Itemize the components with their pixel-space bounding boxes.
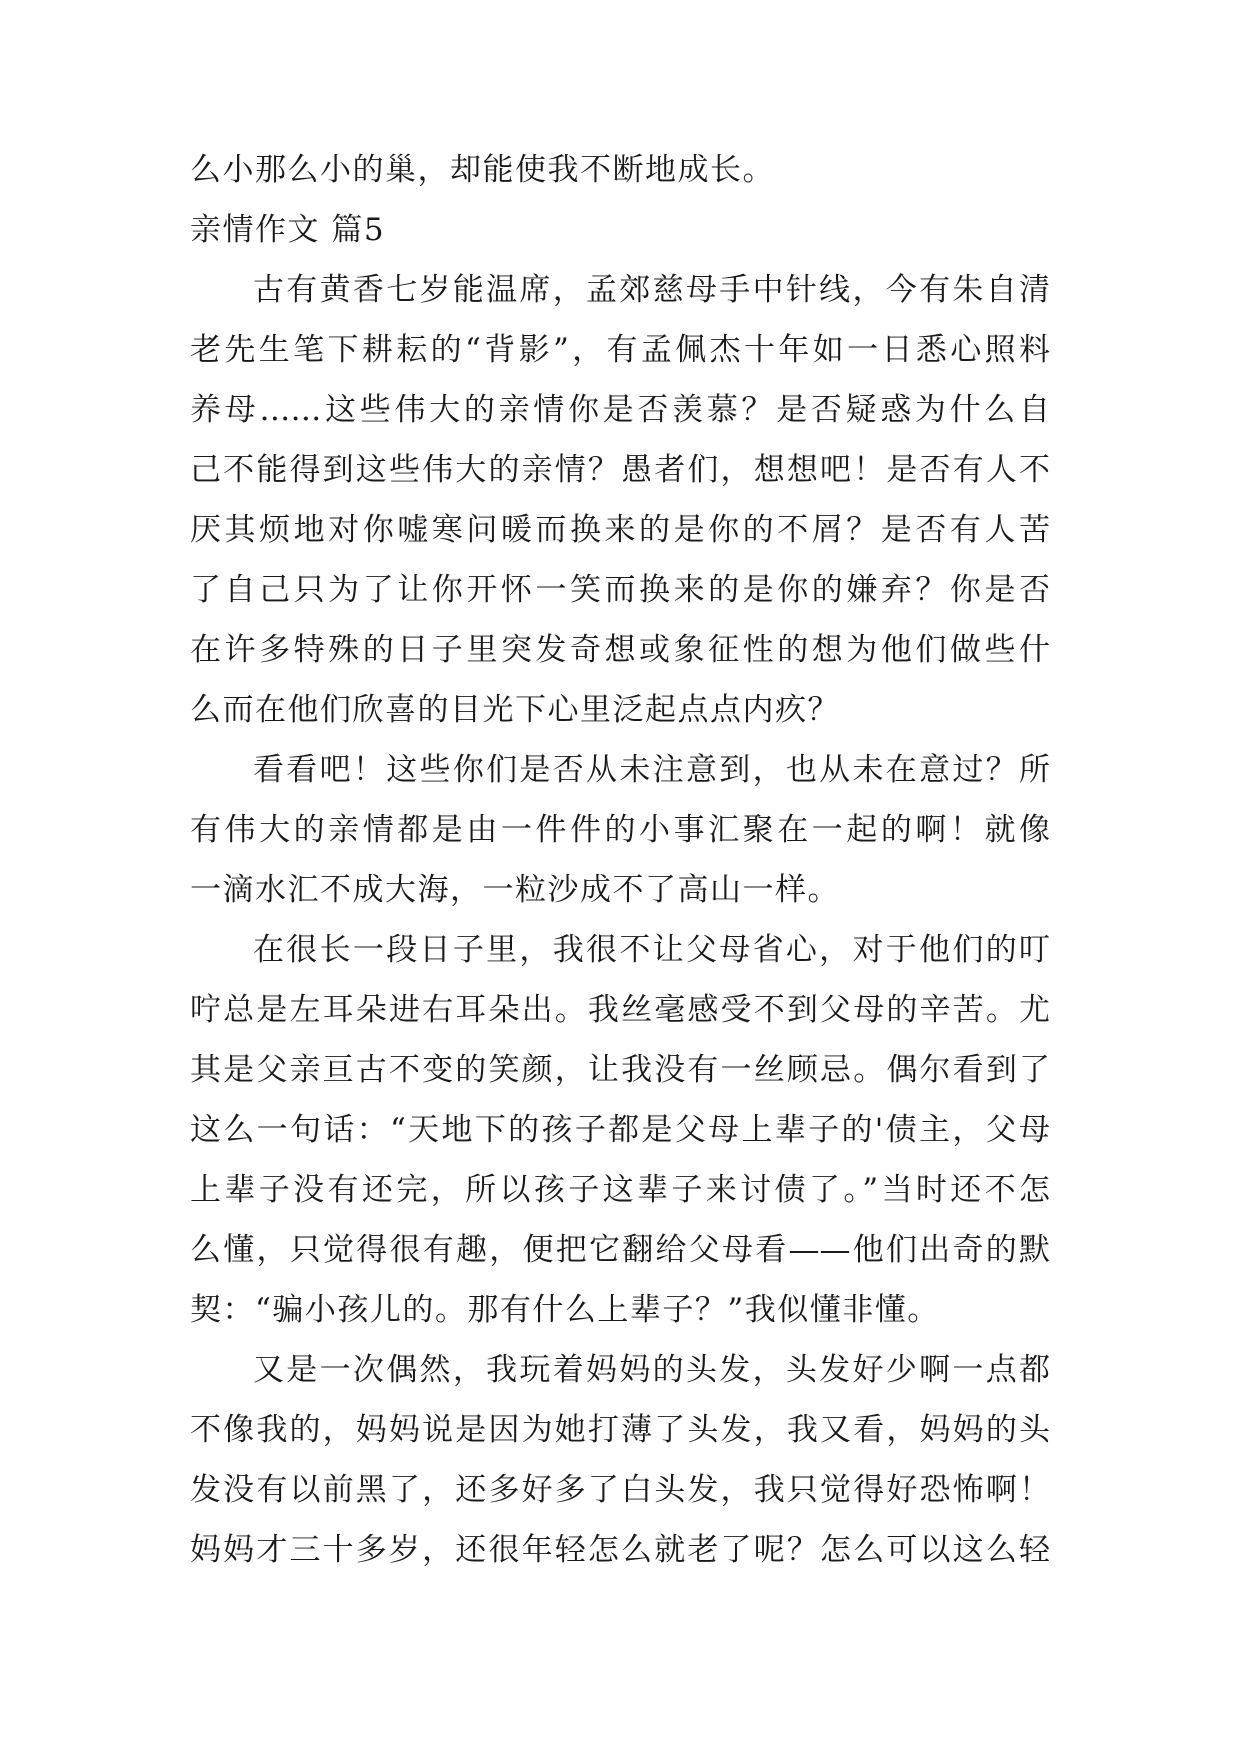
paragraph-line-16: 其是父亲亘古不变的笑颜，让我没有一丝顾忌。偶尔看到了 — [190, 1052, 1050, 1088]
paragraph-line-8: 了自己只为了让你开怀一笑而换来的是你的嫌弃？你是否 — [190, 572, 1050, 608]
paragraph-line-19: 么懂，只觉得很有趣，便把它翻给父母看——他们出奇的默 — [190, 1232, 1050, 1268]
paragraph-line-1: 么小那么小的巢，却能使我不断地成长。 — [190, 152, 775, 188]
paragraph-line-11: 看看吧！这些你们是否从未注意到，也从未在意过？所 — [253, 752, 1050, 788]
paragraph-line-10: 么而在他们欣喜的目光下心里泛起点点内疚？ — [190, 692, 840, 728]
paragraph-line-4: 老先生笔下耕耘的“背影”，有孟佩杰十年如一日悉心照料 — [190, 332, 1050, 368]
paragraph-line-15: 咛总是左耳朵进右耳朵出。我丝毫感受不到父母的辛苦。尤 — [190, 992, 1050, 1028]
paragraph-line-6: 己不能得到这些伟大的亲情？愚者们，想想吧！是否有人不 — [190, 452, 1050, 488]
paragraph-line-13: 一滴水汇不成大海，一粒沙成不了高山一样。 — [190, 872, 840, 908]
paragraph-line-20: 契：“骗小孩儿的。那有什么上辈子？”我似懂非懂。 — [190, 1292, 940, 1328]
paragraph-line-5: 养母……这些伟大的亲情你是否羡慕？是否疑惑为什么自 — [190, 392, 1050, 428]
paragraph-line-18: 上辈子没有还完，所以孩子这辈子来讨债了。”当时还不怎 — [190, 1172, 1050, 1208]
paragraph-line-3: 古有黄香七岁能温席，孟郊慈母手中针线，今有朱自清 — [253, 272, 1050, 308]
paragraph-line-9: 在许多特殊的日子里突发奇想或象征性的想为他们做些什 — [190, 632, 1050, 668]
paragraph-line-7: 厌其烦地对你嘘寒问暖而换来的是你的不屑？是否有人苦 — [190, 512, 1050, 548]
paragraph-line-23: 发没有以前黑了，还多好多了白头发，我只觉得好恐怖啊！ — [190, 1472, 1050, 1508]
paragraph-line-24: 妈妈才三十多岁，还很年轻怎么就老了呢？怎么可以这么轻 — [190, 1532, 1050, 1568]
paragraph-line-21: 又是一次偶然，我玩着妈妈的头发，头发好少啊一点都 — [253, 1352, 1050, 1388]
paragraph-line-14: 在很长一段日子里，我很不让父母省心，对于他们的叮 — [253, 932, 1050, 968]
paragraph-line-17: 这么一句话：“天地下的孩子都是父母上辈子的'债主，父母 — [190, 1112, 1050, 1148]
section-heading: 亲情作文 篇5 — [190, 212, 386, 248]
paragraph-line-22: 不像我的，妈妈说是因为她打薄了头发，我又看，妈妈的头 — [190, 1412, 1050, 1448]
paragraph-line-12: 有伟大的亲情都是由一件件的小事汇聚在一起的啊！就像 — [190, 812, 1050, 848]
